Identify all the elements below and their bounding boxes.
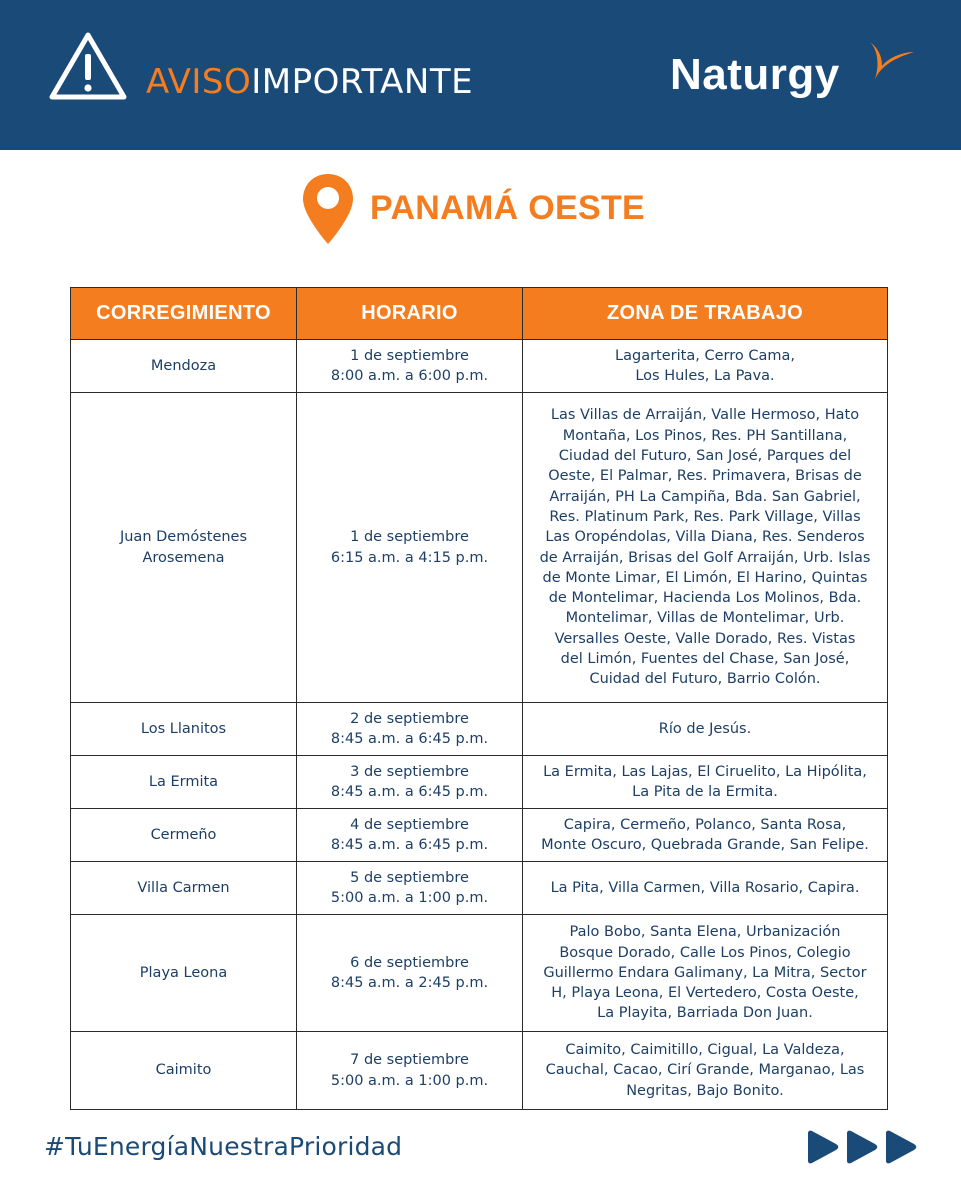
header-banner [0,0,961,150]
table-row [71,915,888,1032]
line: Montaña, Los Pinos, Res. PH Santillana, [562,427,848,444]
region-title: PANAMÁ OESTE [370,189,645,227]
line: Oeste, El Palmar, Res. Primavera, Brisas de [548,468,862,485]
line: Monte Oscuro, Quebrada Grande, San Felipe. [541,837,869,853]
line: La Ermita, Las Lajas, El Ciruelito, La Hipólita, [543,763,867,780]
line: 6 de septiembre [350,954,469,971]
table-row [71,393,888,703]
table-row [71,862,888,915]
forward-arrows-icon [806,1130,918,1164]
notice-title-importante: IMPORTANTE [251,62,474,102]
line: Arraiján, PH La Campiña, Bda. San Gabriel, [549,488,861,505]
location-pin-icon [300,172,356,246]
line: La Pita de la Ermita. [632,784,778,800]
line: Arosemena [142,549,225,566]
line: 5:00 a.m. a 1:00 p.m. [330,1072,489,1089]
cell-zona [523,703,888,756]
line: Lagarterita, Cerro Cama, [615,347,795,364]
cell-corregimiento [71,862,297,915]
cell-zona [523,915,888,1032]
line: 2 de septiembre [350,710,469,727]
line: 8:45 a.m. a 6:45 p.m. [330,837,489,853]
line: La Pita, Villa Carmen, Villa Rosario, Capira. [550,879,860,896]
line: Negritas, Bajo Bonito. [626,1082,784,1099]
line: Versalles Oeste, Valle Dorado, Res. Vistas [554,630,856,647]
line: H, Playa Leona, El Vertedero, Costa Oeste, [551,985,859,1002]
line: Juan Demóstenes [119,529,248,546]
cell-corregimiento [71,340,297,393]
line: de Arraiján, Brisas del Golf Arraiján, Urb. Islas [539,549,871,566]
line: Mendoza [150,357,217,374]
line: 6:15 a.m. a 4:15 p.m. [330,549,489,566]
line: Los Llanitos [140,720,227,737]
naturgy-butterfly-icon [866,40,916,84]
cell-horario [297,393,523,703]
line: Cuidad del Futuro, Barrio Colón. [589,671,821,688]
cell-corregimiento [71,703,297,756]
line: Cauchal, Cacao, Cirí Grande, Marganao, Las [545,1062,865,1079]
line: 8:45 a.m. a 6:45 p.m. [330,784,489,800]
table-header-row [71,288,888,340]
line: 1 de septiembre [350,347,469,364]
notice-title [146,62,473,102]
cell-horario [297,703,523,756]
campaign-hashtag: #TuEnergíaNuestraPrioridad [44,1132,403,1161]
line: Los Hules, La Pava. [635,368,775,384]
column-header-zona: ZONA DE TRABAJO [523,288,888,340]
line: Caimito, Caimitillo, Cigual, La Valdeza, [565,1042,845,1059]
schedule-table [70,287,888,1110]
cell-zona [523,862,888,915]
line: 7 de septiembre [350,1052,469,1069]
cell-corregimiento [71,1032,297,1110]
cell-horario [297,862,523,915]
cell-zona [523,340,888,393]
line: Río de Jesús. [658,720,752,737]
cell-horario [297,756,523,809]
line: 1 de septiembre [350,529,469,546]
line: Bosque Dorado, Calle Los Pinos, Colegio [559,944,851,961]
cell-horario [297,809,523,862]
cell-zona [523,756,888,809]
table-row [71,340,888,393]
line: de Montelimar, Hacienda Los Molinos, Bda. [548,590,862,607]
line: Guillermo Endara Galimany, La Mitra, Sector [543,964,867,981]
line: 8:45 a.m. a 6:45 p.m. [330,731,489,747]
table-row [71,1032,888,1110]
table-row [71,703,888,756]
line: Playa Leona [139,964,228,981]
line: La Playita, Barriada Don Juan. [597,1005,813,1022]
column-header-corregimiento: CORREGIMIENTO [71,288,297,340]
cell-corregimiento [71,393,297,703]
line: 4 de septiembre [350,816,469,833]
line: Cermeño [150,826,217,843]
cell-zona [523,1032,888,1110]
line: 5:00 a.m. a 1:00 p.m. [330,890,489,906]
line: Las Oropéndolas, Villa Diana, Res. Senderos [545,529,865,546]
line: Montelimar, Villas de Montelimar, Urb. [565,610,845,627]
line: del Limón, Fuentes del Chase, San José, [560,650,850,667]
line: Ciudad del Futuro, San José, Parques del [558,448,852,465]
warning-triangle-icon [47,30,129,102]
cell-horario [297,1032,523,1110]
line: Res. Platinum Park, Res. Park Village, Villas [549,508,861,525]
column-header-horario: HORARIO [297,288,523,340]
line: de Monte Limar, El Limón, El Harino, Quintas [542,569,868,586]
cell-corregimiento [71,809,297,862]
line: Palo Bobo, Santa Elena, Urbanización [569,924,841,941]
table-row [71,756,888,809]
line: Caimito [155,1062,212,1079]
brand-logo-text: Naturgy [670,50,840,99]
cell-horario [297,915,523,1032]
cell-horario [297,340,523,393]
cell-corregimiento [71,756,297,809]
line: 5 de septiembre [350,869,469,886]
line: La Ermita [148,773,219,790]
line: 8:45 a.m. a 2:45 p.m. [330,975,489,991]
line: Capira, Cermeño, Polanco, Santa Rosa, [563,816,847,833]
line: Villa Carmen [137,879,230,896]
notice-title-aviso: AVISO [146,62,252,102]
cell-zona [523,809,888,862]
line: Las Villas de Arraiján, Valle Hermoso, Hato [550,407,860,424]
cell-corregimiento [71,915,297,1032]
line: 3 de septiembre [350,763,469,780]
line: 8:00 a.m. a 6:00 p.m. [330,368,489,384]
table-row [71,809,888,862]
cell-zona [523,393,888,703]
